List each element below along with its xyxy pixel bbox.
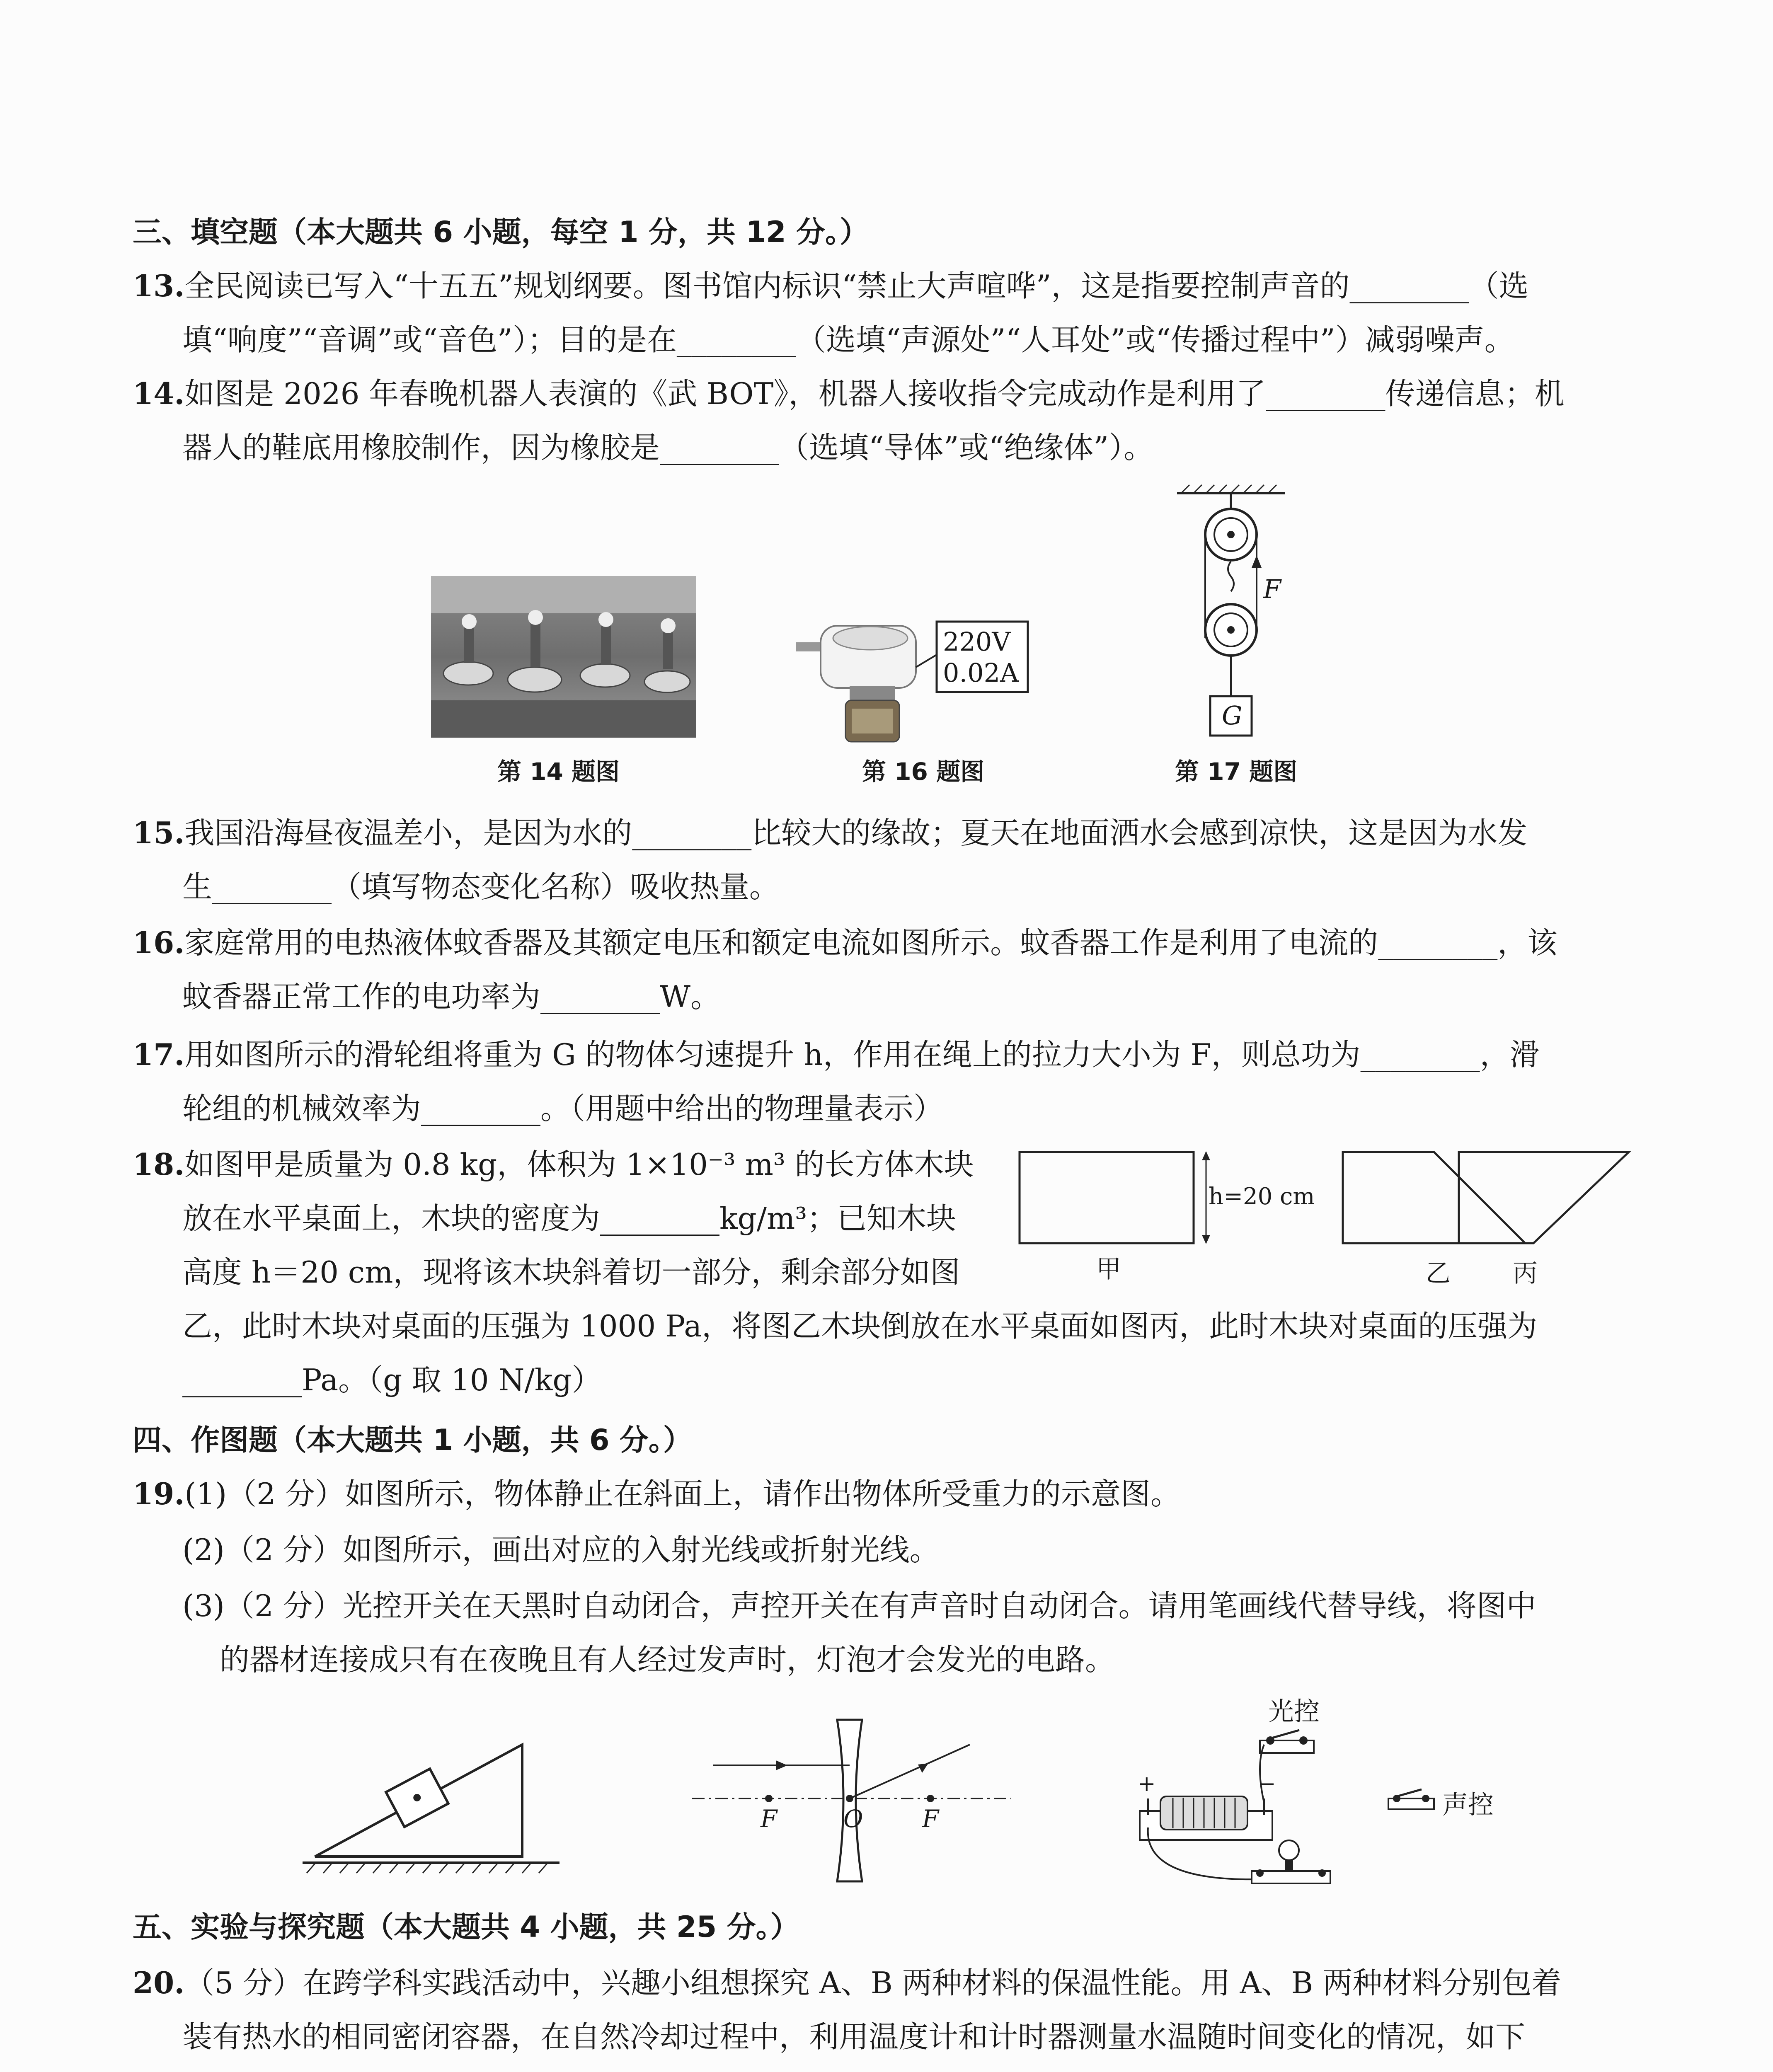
- question-number: 17.: [133, 1037, 185, 1072]
- label-yi: 乙: [1426, 1259, 1451, 1288]
- question-20-line-3: [182, 2070, 302, 2072]
- question-19-part-1: [133, 1473, 1180, 1515]
- question-text: (1)（2 分）如图所示，物体静止在斜面上，请作出物体所受重力的示意图。: [184, 1477, 1180, 1511]
- question-text: 我国沿海昼夜温差小，是因为水的________比较大的缘故；夏天在地面洒水会感到凉快，这是因为水发: [184, 816, 1528, 850]
- negative-terminal-label: −: [1258, 1772, 1276, 1796]
- question-19-part-3-line-1: (3)（2 分）光控开关在天黑时自动闭合，声控开关在有声音时自动闭合。请用笔画线代替导线，将图中: [182, 1588, 1536, 1623]
- question-number: 18.: [133, 1147, 185, 1182]
- figure-18-blocks: [1011, 1144, 1633, 1293]
- section-5-title: 五、实验与探究题（本大题共 4 小题，共 25 分。）: [133, 1910, 799, 1944]
- question-number: 16.: [133, 925, 185, 960]
- question-number: 15.: [133, 815, 185, 850]
- caption-figure-16: 第 16 题图: [862, 758, 985, 786]
- weight-label: G: [1222, 700, 1243, 731]
- question-18-line-4: 乙，此时木块对桌面的压强为 1000 Pa，将图乙木块倒放在水平桌面如图丙，此时木块对桌面的压强为: [182, 1309, 1538, 1343]
- figure-19-lens: [680, 1707, 1024, 1898]
- question-text: 如图甲是质量为 0.8 kg，体积为 1×10⁻³ m³ 的长方体木块: [184, 1147, 974, 1182]
- light-switch-label: 光控: [1268, 1696, 1320, 1726]
- section-3-title: 三、填空题（本大题共 6 小题，每空 1 分，共 12 分。）: [133, 215, 869, 249]
- figure-19-incline: [298, 1720, 572, 1886]
- robot-photo-icon: [431, 576, 696, 738]
- figure-16-device: [783, 613, 1065, 746]
- question-17-line-2: 轮组的机械效率为________。（用题中给出的物理量表示）: [182, 1091, 944, 1126]
- question-19-part-3-line-2: 的器材连接成只有在夜晚且有人经过发声时，灯泡才会发光的电路。: [220, 1642, 1115, 1677]
- question-18-line-5: ________Pa。（g 取 10 N/kg）: [182, 1363, 602, 1397]
- question-20-line-2: 装有热水的相同密闭容器，在自然冷却过程中，利用温度计和计时器测量水温随时间变化的情况，如下: [182, 2019, 1526, 2054]
- concave-lens-icon: [680, 1707, 1024, 1898]
- caption-figure-14: 第 14 题图: [497, 758, 620, 786]
- section-4-title: 四、作图题（本大题共 1 小题，共 6 分。）: [133, 1423, 692, 1457]
- figure-14-photo: [431, 576, 696, 738]
- question-16-line-2: 蚊香器正常工作的电功率为________W。: [182, 979, 721, 1014]
- sound-switch-label: 声控: [1442, 1789, 1494, 1820]
- figure-17-pulley: [1169, 477, 1293, 742]
- question-text: 全民阅读已写入“十五五”规划纲要。图书馆内标识“禁止大声喧哗”，这是指要控制声音的________（选: [184, 269, 1529, 303]
- label-bing: 丙: [1513, 1259, 1538, 1288]
- question-16-line-1: [133, 922, 1557, 963]
- question-14-line-2: 器人的鞋底用橡胶制作，因为橡胶是________（选填“导体”或“绝缘体”）。: [182, 430, 1154, 465]
- positive-terminal-label: +: [1138, 1772, 1156, 1796]
- question-text: 用如图所示的滑轮组将重为 G 的物体匀速提升 h，作用在绳上的拉力大小为 F，则总功为________，滑: [184, 1037, 1540, 1072]
- question-20-line-1: [133, 1962, 1561, 2004]
- question-14-line-1: [133, 373, 1564, 414]
- question-number: 14.: [133, 376, 185, 411]
- question-19-part-2: (2)（2 分）如图所示，画出对应的入射光线或折射光线。: [182, 1532, 940, 1567]
- optical-center-label: O: [843, 1805, 863, 1833]
- caption-figure-17: 第 17 题图: [1175, 758, 1298, 786]
- question-number: 20.: [133, 1965, 185, 2000]
- focus-right-label: F: [922, 1805, 939, 1833]
- question-number: 13.: [133, 268, 185, 303]
- question-15-line-2: 生________（填写物态变化名称）吸收热量。: [182, 869, 780, 904]
- rated-current: 0.02A: [943, 658, 1019, 688]
- incline-block-icon: [298, 1720, 572, 1886]
- focus-left-label: F: [761, 1805, 778, 1833]
- rated-voltage: 220V: [943, 627, 1011, 657]
- question-15-line-1: [133, 812, 1527, 854]
- wood-block-inverted-icon: [1451, 1144, 1633, 1251]
- question-text: 家庭常用的电热液体蚊香器及其额定电压和额定电流如图所示。蚊香器工作是利用了电流的________，该: [184, 925, 1557, 960]
- question-18-line-2: 放在水平桌面上，木块的密度为________kg/m³；已知木块: [182, 1201, 957, 1236]
- label-jia: 甲: [1096, 1255, 1121, 1284]
- question-13-line-2: 填“响度”“音调”或“音色”）；目的是在________（选填“声源处”“人耳处”或“传播过程中”）减弱噪声。: [182, 322, 1514, 357]
- mosquito-repeller-icon: [783, 613, 1065, 746]
- figure-19-circuit: [1115, 1691, 1529, 1906]
- question-18-line-3: 高度 h＝20 cm，现将该木块斜着切一部分，剩余部分如图: [182, 1255, 960, 1290]
- block-height-label: h=20 cm: [1209, 1183, 1315, 1210]
- question-17-line-1: [133, 1034, 1540, 1075]
- question-text: 如图是 2026 年春晚机器人表演的《武 BOT》，机器人接收指令完成动作是利用了________传递信息；机: [184, 376, 1565, 411]
- question-18-line-1: [133, 1144, 974, 1185]
- question-number: 19.: [133, 1476, 185, 1511]
- question-13-line-1: [133, 265, 1529, 307]
- question-text: （5 分）在跨学科实践活动中，兴趣小组想探究 A、B 两种材料的保温性能。用 A、B 两种材料分别包着: [184, 1965, 1562, 2000]
- force-label: F: [1263, 574, 1281, 604]
